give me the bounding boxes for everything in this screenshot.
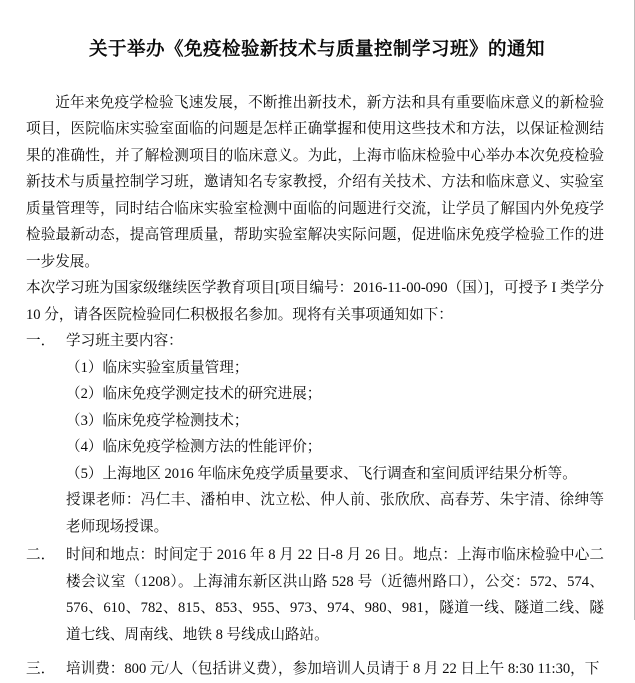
section-two bbox=[26, 542, 604, 648]
document-body bbox=[0, 64, 634, 683]
section-one-subitem-3: （3）临床免疫学检测技术； bbox=[66, 412, 249, 429]
section-three-text: 培训费：800 元/人（包括讲义费），参加培训人员请于 8 月 22 日上午 8:30 11:30，下 bbox=[66, 661, 600, 678]
section-one bbox=[26, 328, 604, 355]
section-three-number: 三． bbox=[26, 661, 56, 678]
section-one-subitem-1: （1）临床实验室质量管理； bbox=[66, 359, 249, 376]
section-one-number: 一． bbox=[26, 333, 56, 350]
section-two-number: 二． bbox=[26, 547, 56, 564]
page-title: 关于举办《免疫检验新技术与质量控制学习班》的通知 bbox=[88, 40, 545, 60]
section-one-subitem-2: （2）临床免疫学测定技术的研究进展； bbox=[66, 386, 322, 403]
paragraph-project-code: 本次学习班为国家级继续医学教育项目[项目编号：2016-11-00-090（国）]，可授予 I 类学分 10 分，请各医院检验同仁积极报名参加。现将有关事项通知如下： bbox=[26, 280, 604, 323]
section-one-heading: 学习班主要内容： bbox=[66, 333, 183, 350]
section-one-subitem-5: （5）上海地区 2016 年临床免疫学质量要求、飞行调查和室间质评结果分析等。 bbox=[66, 465, 577, 482]
section-two-text: 时间和地点：时间定于 2016 年 8 月 22 日-8 月 26 日。地点：上海市临床检验中心二楼会议室（1208）。上海浦东新区洪山路 528 号（近德州路口），公交：572、574、576、610、782、815、853、955、973、974、980、981，隧道一线、隧道二线、隧道七线、周南线、地铁 8 号线成山路站。 bbox=[66, 547, 604, 643]
paragraph-intro: 近年来免疫学检验飞速发展，不断推出新技术，新方法和具有重要临床意义的新检验项目，医院临床实验室面临的问题是怎样正确掌握和使用这些技术和方法，以保证检测结果的准确性，并了解检测项目的临床意义。为此，上海市临床检验中心举办本次免疫检验新技术与质量控制学习班，邀请知名专家教授，介绍有关技术、方法和临床意义、实验室质量管理等，同时结合临床实验室检测中面临的问题进行交流，让学员了解国内外免疫学检验最新动态，提高管理质量，帮助实验室解决实际问题，促进临床免疫学检验工作的进一步发展。 bbox=[26, 94, 604, 270]
section-one-subitem-4: （4）临床免疫学检测方法的性能评价； bbox=[66, 439, 322, 456]
section-three bbox=[26, 656, 604, 683]
section-one-teachers: 授课老师：冯仁丰、潘柏申、沈立松、仲人前、张欣欣、高春芳、朱宇清、徐绅等老师现场授课。 bbox=[66, 492, 604, 535]
